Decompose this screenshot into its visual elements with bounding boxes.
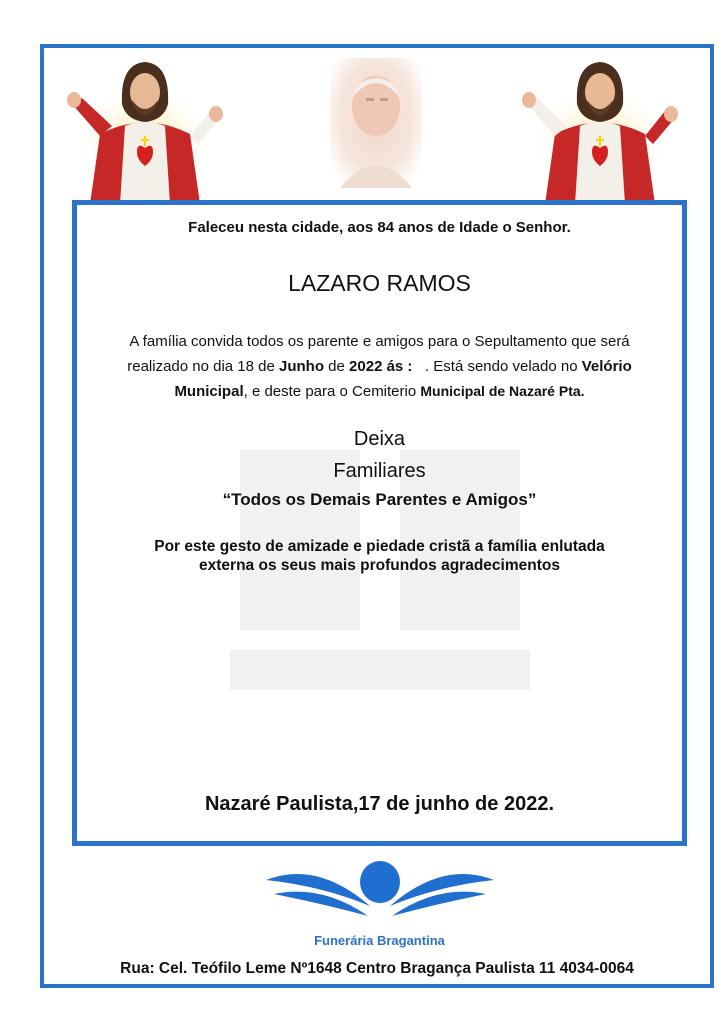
- brand-name: Funerária Bragantina: [314, 933, 445, 948]
- details-year-time: 2022 ás :: [349, 358, 413, 375]
- details-text: . Está sendo velado no: [412, 358, 582, 375]
- deixa-text: Deixa: [353, 428, 406, 450]
- funeral-details: [120, 329, 639, 404]
- details-text: A família convida todos os parente e amigos para o Sepultamento que será realizado no dia 18 de: [127, 333, 630, 375]
- portrait-photo: [330, 58, 422, 188]
- date-line: Nazaré Paulista,17 de junho de 2022.: [204, 793, 555, 815]
- details-text: , e deste para o Cemiterio: [243, 383, 421, 400]
- details-venue: Velório Municipal: [174, 358, 632, 400]
- familiares-text: Familiares: [333, 460, 426, 482]
- funeraria-wings-logo: [262, 858, 498, 928]
- sacred-heart-icon: [60, 56, 230, 204]
- details-cemetery: Municipal de Nazaré Pta.: [420, 383, 585, 399]
- intro-text: Faleceu nesta cidade, aos 84 anos de Idade o Senhor.: [188, 219, 571, 236]
- details-month: Junho: [279, 358, 325, 375]
- sacred-heart-icon: [515, 56, 685, 204]
- relatives-quote: “Todos os Demais Parentes e Amigos”: [222, 490, 537, 509]
- address-line: Rua: Cel. Teófilo Leme Nº1648 Centro Bragança Paulista 11 4034-0064: [120, 960, 634, 977]
- deceased-name: LAZARO RAMOS: [288, 270, 471, 296]
- thanks-text: Por este gesto de amizade e piedade cristã a família enlutada externa os seus mais profundos agradecimentos: [154, 538, 605, 574]
- details-text: de: [324, 358, 350, 375]
